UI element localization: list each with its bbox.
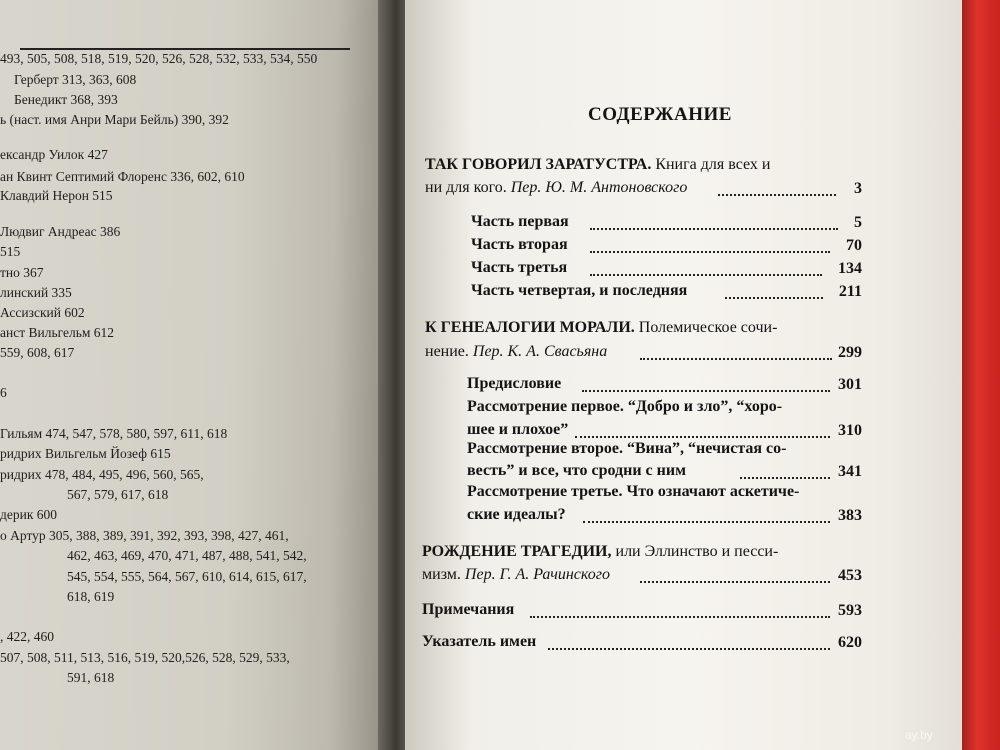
- index-line: 507, 508, 511, 513, 516, 519, 520,526, 528, 529, 533,: [0, 650, 290, 665]
- toc-entry-genealogy-line1: К ГЕНЕАЛОГИИ МОРАЛИ. Полемическое сочи-: [425, 319, 778, 336]
- leader-dots: [530, 616, 830, 618]
- leader-dots: [640, 581, 830, 583]
- index-line: тно 367: [0, 265, 44, 280]
- index-line: ридрих 478, 484, 495, 496, 560, 565,: [0, 467, 204, 482]
- index-line: Герберт 313, 363, 608: [14, 72, 137, 87]
- toc-part-1: Часть первая: [471, 213, 569, 230]
- index-line: Ассизский 602: [0, 305, 85, 320]
- toc-essay-2-line2: весть” и все, что сродни с ним: [467, 462, 686, 479]
- index-line: Клавдий Нерон 515: [0, 188, 113, 203]
- leader-dots: [725, 297, 823, 299]
- toc-title: СОДЕРЖАНИЕ: [588, 104, 732, 125]
- index-line: 493, 505, 508, 518, 519, 520, 526, 528, 532, 533, 534, 550: [0, 51, 318, 66]
- leader-dots: [590, 274, 822, 276]
- index-line: 559, 608, 617: [0, 345, 75, 360]
- page-number: 299: [838, 344, 862, 361]
- toc-preface: Предисловие: [467, 375, 562, 392]
- index-line: ь (наст. имя Анри Мари Бейль) 390, 392: [0, 112, 229, 127]
- page-number: 341: [838, 463, 862, 480]
- index-line: ександр Уилок 427: [0, 147, 108, 162]
- leader-dots: [548, 648, 830, 650]
- index-line: Людвиг Андреас 386: [0, 224, 121, 239]
- toc-essay-3-line2: ские идеалы?: [467, 506, 566, 523]
- toc-essay-1-line1: Рассмотрение первое. “Добро и зло”, “хоро-: [467, 398, 783, 415]
- toc-entry-zarathustra-line1: ТАК ГОВОРИЛ ЗАРАТУСТРА. Книга для всех и: [425, 156, 771, 173]
- index-line: дерик 600: [0, 507, 58, 522]
- leader-dots: [582, 390, 830, 392]
- toc-essay-3-line1: Рассмотрение третье. Что означают аскетиче-: [467, 483, 800, 500]
- page-number: 593: [838, 602, 862, 619]
- page-number: 310: [838, 422, 862, 439]
- index-line: 6: [0, 385, 7, 400]
- index-line: анст Вильгельм 612: [0, 325, 115, 340]
- index-line: 515: [0, 244, 21, 259]
- index-line: Гильям 474, 547, 578, 580, 597, 611, 618: [0, 426, 228, 441]
- toc-entry-genealogy-line2: нение. Пер. К. А. Свасьяна: [425, 343, 608, 360]
- toc-part-4: Часть четвертая, и последняя: [471, 282, 688, 299]
- index-line: , 422, 460: [0, 629, 54, 644]
- toc-essay-2-line1: Рассмотрение второе. “Вина”, “нечистая со-: [467, 440, 787, 457]
- index-line: 591, 618: [67, 670, 115, 685]
- page-number: 383: [838, 507, 862, 524]
- red-cover-edge: [962, 0, 1000, 750]
- index-line: ридрих Вильгельм Йозеф 615: [0, 446, 171, 461]
- index-line: 545, 554, 555, 564, 567, 610, 614, 615, 617,: [67, 569, 307, 584]
- page-number: 3: [854, 180, 862, 197]
- leader-dots: [590, 228, 838, 230]
- page-number: 70: [846, 237, 862, 254]
- page-number: 301: [838, 376, 862, 393]
- leader-dots: [575, 436, 830, 438]
- leader-dots: [640, 358, 832, 360]
- index-line: 567, 579, 617, 618: [67, 487, 169, 502]
- toc-part-3: Часть третья: [471, 259, 568, 276]
- index-line: 462, 463, 469, 470, 471, 487, 488, 541, 542,: [67, 548, 307, 563]
- page-number: 134: [838, 260, 862, 277]
- page-number: 211: [838, 283, 862, 300]
- page-number: 453: [838, 567, 862, 584]
- index-line: Бенедикт 368, 393: [14, 92, 118, 107]
- toc-entry-zarathustra-line2: ни для кого. Пер. Ю. М. Антоновского: [425, 179, 688, 196]
- index-line: линский 335: [0, 285, 72, 300]
- toc-part-2: Часть вторая: [471, 236, 568, 253]
- toc-index: Указатель имен: [422, 633, 537, 650]
- index-line: ан Квинт Септимий Флоренс 336, 602, 610: [0, 169, 245, 184]
- toc-entry-tragedy-line2: мизм. Пер. Г. А. Рачинского: [422, 566, 610, 583]
- watermark: ay.by: [905, 728, 933, 742]
- index-line: о Артур 305, 388, 389, 391, 392, 393, 398, 427, 461,: [0, 528, 289, 543]
- toc-entry-tragedy-line1: РОЖДЕНИЕ ТРАГЕДИИ, или Эллинство и песси-: [422, 543, 779, 560]
- left-page-rule: [20, 48, 350, 50]
- leader-dots: [590, 251, 830, 253]
- toc-notes: Примечания: [422, 601, 515, 618]
- index-line: 618, 619: [67, 589, 115, 604]
- toc-essay-1-line2: шее и плохое”: [467, 421, 569, 438]
- page-number: 5: [854, 214, 862, 231]
- leader-dots: [583, 521, 830, 523]
- page-number: 620: [838, 634, 862, 651]
